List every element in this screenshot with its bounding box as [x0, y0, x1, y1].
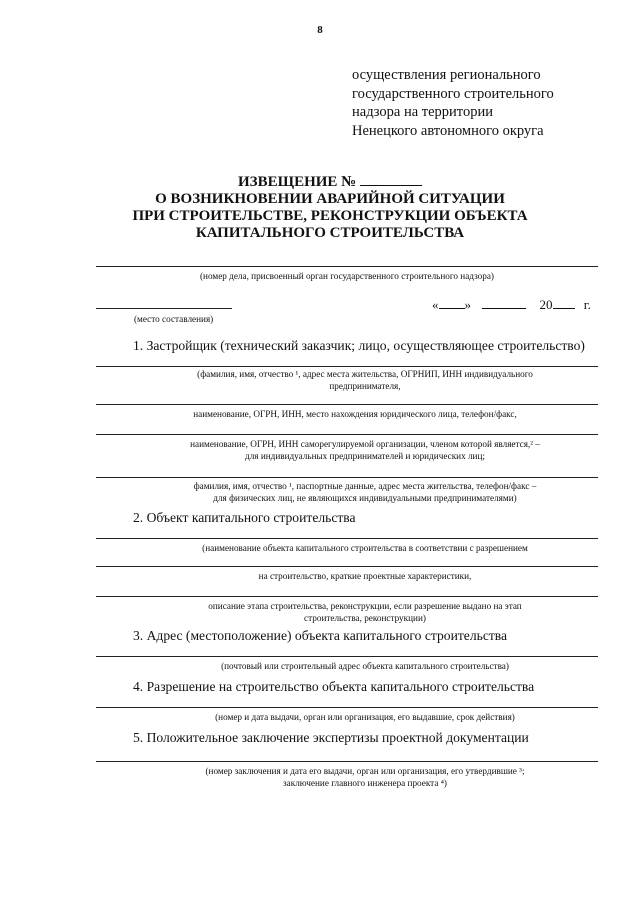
date-close-quote: »: [464, 297, 471, 312]
month-field[interactable]: [482, 296, 526, 309]
section-4-hint: (номер и дата выдачи, орган или организация, его выдавшие, срок действия): [215, 712, 515, 722]
date-open-quote: «: [432, 297, 439, 312]
title-line: ПРИ СТРОИТЕЛЬСТВЕ, РЕКОНСТРУКЦИИ ОБЪЕКТА: [132, 208, 528, 224]
expertise-field[interactable]: [96, 761, 598, 762]
header-line: осуществления регионального: [352, 67, 541, 83]
section-2-hint: на строительство, краткие проектные характеристики,: [258, 571, 472, 581]
developer-field[interactable]: [96, 434, 598, 435]
date-field[interactable]: [432, 296, 591, 313]
title-line: КАПИТАЛЬНОГО СТРОИТЕЛЬСТВА: [195, 225, 465, 241]
section-1-hint: наименование, ОГРН, ИНН, место нахождения юридического лица, телефон/факс,: [193, 409, 517, 419]
section-3-title: 3. Адрес (местоположение) объекта капитального строительства: [133, 628, 508, 643]
year-prefix: 20: [539, 297, 553, 312]
section-1-hint: наименование, ОГРН, ИНН саморегулируемой организации, членом которой является,² – для индивидуальных предпринимателей и юридических лиц;: [190, 439, 540, 461]
year-field[interactable]: [553, 296, 575, 309]
case-number-field[interactable]: [96, 266, 598, 267]
object-field[interactable]: [96, 596, 598, 597]
developer-field[interactable]: [96, 477, 598, 478]
addressee-header: [352, 66, 554, 140]
section-2-hint: описание этапа строительства, реконструкции, если разрешение выдано на этап строительства, реконструкции): [208, 601, 522, 623]
place-field[interactable]: [96, 308, 232, 309]
section-1-title: 1. Застройщик (технический заказчик; лицо, осуществляющее строительство): [133, 338, 585, 353]
section-2-title: 2. Объект капитального строительства: [133, 510, 356, 525]
section-5-title: 5. Положительное заключение экспертизы проектной документации: [133, 730, 529, 745]
page-number: 8: [317, 24, 323, 36]
section-1-hint: фамилия, имя, отчество ¹, паспортные данные, адрес места жительства, телефон/факс – для физических лиц, не являющихся индивидуальными предпринимателями): [193, 481, 537, 503]
developer-field[interactable]: [96, 404, 598, 405]
place-hint: (место составления): [134, 314, 214, 324]
section-3-hint: (почтовый или строительный адрес объекта капитального строительства): [221, 661, 509, 671]
section-2-hint: (наименование объекта капитального строительства в соответствии с разрешением: [202, 543, 528, 553]
developer-field[interactable]: [96, 366, 598, 367]
section-1-hint: (фамилия, имя, отчество ¹, адрес места жительства, ОГРНИП, ИНН индивидуального предпринимателя,: [197, 369, 533, 391]
document-title: [60, 171, 600, 242]
day-field[interactable]: [439, 296, 465, 309]
object-field[interactable]: [96, 538, 598, 539]
header-line: Ненецкого автономного округа: [352, 122, 544, 139]
address-field[interactable]: [96, 656, 598, 657]
section-4-title: 4. Разрешение на строительство объекта капитального строительства: [133, 679, 535, 694]
title-line: О ВОЗНИКНОВЕНИИ АВАРИЙНОЙ СИТУАЦИИ: [155, 191, 505, 207]
notice-number-field[interactable]: [360, 171, 422, 186]
section-5-hint: (номер заключения и дата его выдачи, орган или организация, его утвердившие ³; заключение главного инженера проекта ⁴): [205, 766, 525, 788]
object-field[interactable]: [96, 566, 598, 567]
title-notice-label: ИЗВЕЩЕНИЕ №: [238, 174, 357, 190]
year-suffix: г.: [583, 297, 591, 312]
permit-field[interactable]: [96, 707, 598, 708]
case-number-hint: (номер дела, присвоенный орган государственного строительного надзора): [199, 271, 494, 281]
header-line: надзора на территории: [352, 104, 493, 120]
header-line: государственного строительного: [352, 85, 554, 102]
